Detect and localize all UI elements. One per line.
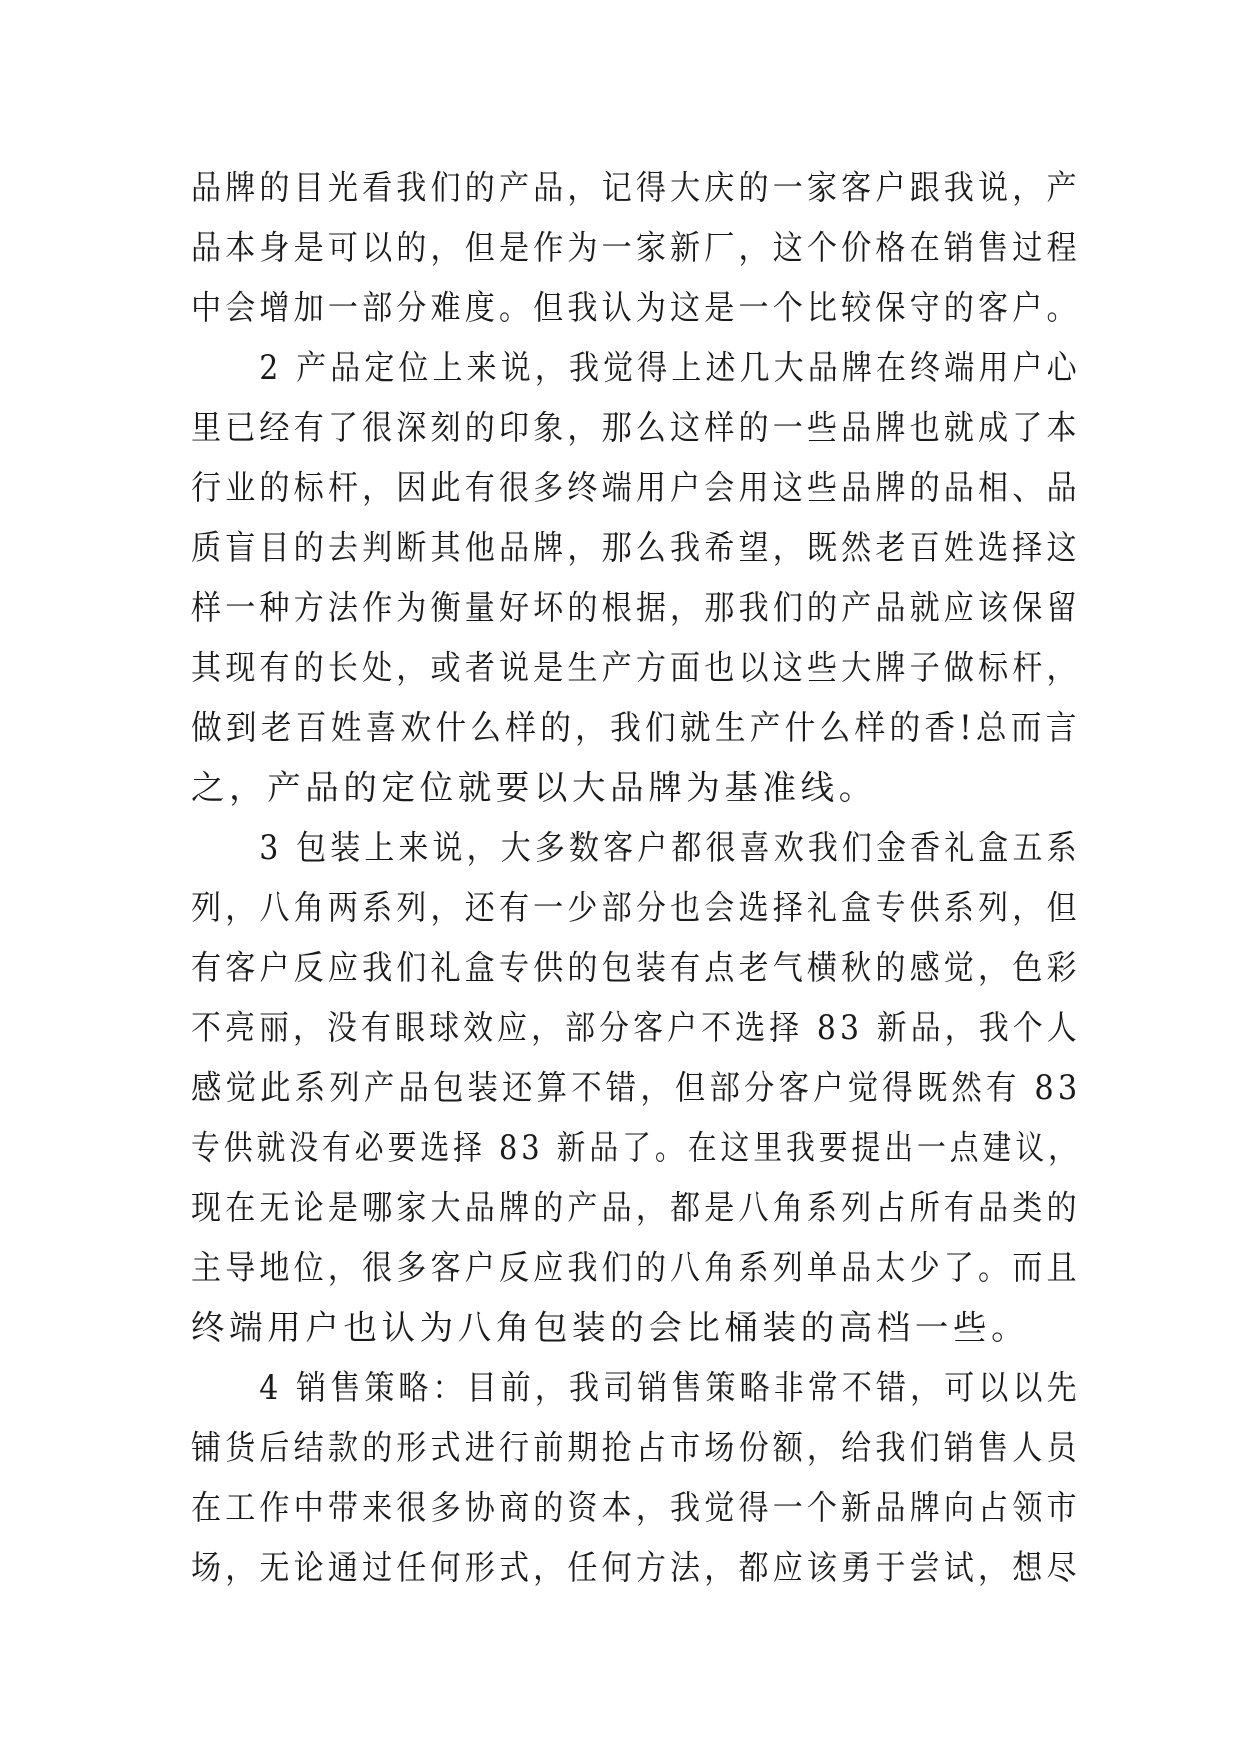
text-line: 其现有的长处，或者说是生产方面也以这些大牌子做标杆， <box>191 648 1081 687</box>
text-line: 里已经有了很深刻的印象，那么这样的一些品牌也就成了本 <box>191 408 1081 447</box>
paragraph-3-start: 3 包装上来说，大多数客户都很喜欢我们金香礼盒五系 <box>191 828 1081 867</box>
text-line: 质盲目的去判断其他品牌，那么我希望，既然老百姓选择这 <box>191 528 1081 567</box>
text-line: 场，无论通过任何形式，任何方法，都应该勇于尝试，想尽 <box>191 1548 1081 1587</box>
text-line: 之，产品的定位就要以大品牌为基准线。 <box>191 768 877 807</box>
text-line: 中会增加一部分难度。但我认为这是一个比较保守的客户。 <box>191 288 1081 327</box>
text-line: 铺货后结款的形式进行前期抢占市场份额，给我们销售人员 <box>191 1428 1081 1467</box>
text-line: 感觉此系列产品包装还算不错，但部分客户觉得既然有 83 <box>191 1068 1082 1107</box>
paragraph-4-start: 4 销售策略：目前，我司销售策略非常不错，可以以先 <box>191 1368 1081 1407</box>
text-line: 做到老百姓喜欢什么样的，我们就生产什么样的香!总而言 <box>191 708 1081 747</box>
text-line: 不亮丽，没有眼球效应，部分客户不选择 83 新品，我个人 <box>191 1008 1081 1047</box>
text-line: 现在无论是哪家大品牌的产品，都是八角系列占所有品类的 <box>191 1188 1081 1227</box>
text-line: 在工作中带来很多协商的资本，我觉得一个新品牌向占领市 <box>191 1488 1081 1527</box>
text-line: 终端用户也认为八角包装的会比桶装的高档一些。 <box>191 1308 1030 1347</box>
text-line: 主导地位，很多客户反应我们的八角系列单品太少了。而且 <box>191 1248 1081 1287</box>
text-line: 行业的标杆，因此有很多终端用户会用这些品牌的品相、品 <box>191 468 1081 507</box>
text-line: 样一种方法作为衡量好坏的根据，那我们的产品就应该保留 <box>191 588 1081 627</box>
text-line: 专供就没有必要选择 83 新品了。在这里我要提出一点建议， <box>191 1128 1081 1167</box>
text-line: 品本身是可以的，但是作为一家新厂，这个价格在销售过程 <box>191 228 1081 267</box>
text-line: 品牌的目光看我们的产品，记得大庆的一家客户跟我说，产 <box>191 168 1081 207</box>
text-line: 有客户反应我们礼盒专供的包装有点老气横秋的感觉，色彩 <box>191 948 1081 987</box>
paragraph-2-start: 2 产品定位上来说，我觉得上述几大品牌在终端用户心 <box>191 348 1081 387</box>
text-line: 列，八角两系列，还有一少部分也会选择礼盒专供系列，但 <box>191 888 1081 927</box>
